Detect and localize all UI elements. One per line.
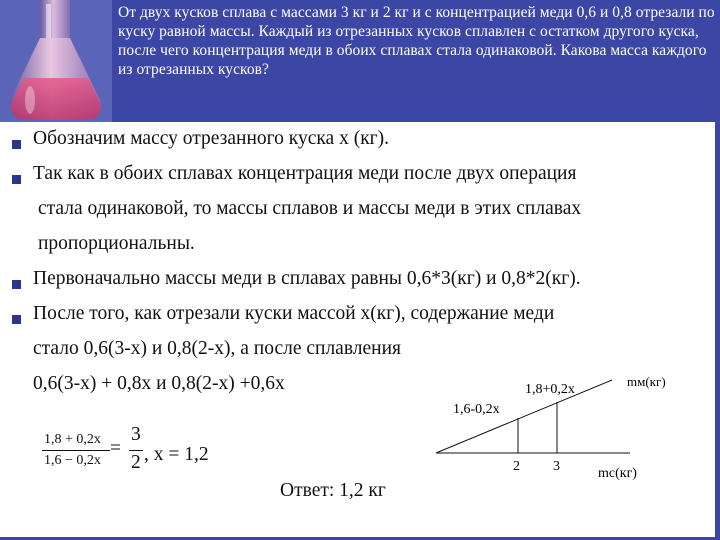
text-line-7: стало 0,6(3-х) и 0,8(2-х), а после сплавления xyxy=(33,338,402,359)
x-axis-label: mс(кг) xyxy=(598,466,637,481)
text-line-8: 0,6(3-х) + 0,8х и 0,8(2-х) +0,6х xyxy=(33,373,285,394)
text-line-6: После того, как отрезали куски массой х(кг), содержание меди xyxy=(33,303,555,324)
equation-numerator: 1,8 + 0,2x xyxy=(44,432,101,447)
tick-2: 2 xyxy=(513,459,520,474)
tick-3: 3 xyxy=(553,459,560,474)
text-line-5: Первоначально массы меди в сплавах равны 0,6*3(кг) и 0,8*2(кг). xyxy=(33,268,581,289)
label-upper: 1,8+0,2х xyxy=(525,382,575,397)
text-line-2: Так как в обоих сплавах концентрация меди после двух операция xyxy=(33,163,577,184)
problem-statement: От двух кусков сплава с массами 3 кг и 2 кг и с концентрацией меди 0,6 и 0,8 отрезали по куску равной массы. Каждый из отрезанных кусков сплавлен с остатком другого куска, после чего концентрация меди в обоих сплавах стала одинаковой. Какова масса каждого из отрезанных кусков? xyxy=(118,4,715,78)
text-line-4: пропорциональны. xyxy=(38,233,195,254)
equation-result: , х = 1,2 xyxy=(144,444,209,465)
label-lower: 1,6-0,2х xyxy=(453,402,500,417)
answer: Ответ: 1,2 кг xyxy=(280,480,386,501)
equals-sign: = xyxy=(110,438,121,459)
ratio-numerator: 3 xyxy=(131,424,141,445)
ratio-denominator: 2 xyxy=(131,452,141,473)
text-line-3: стала одинаковой, то массы сплавов и массы меди в этих сплавах xyxy=(38,198,582,219)
equation-denominator: 1,6 − 0,2x xyxy=(44,453,101,468)
y-axis-label: mм(кг) xyxy=(627,374,666,389)
text-line-1: Обозначим массу отрезанного куска х (кг). xyxy=(33,128,390,149)
